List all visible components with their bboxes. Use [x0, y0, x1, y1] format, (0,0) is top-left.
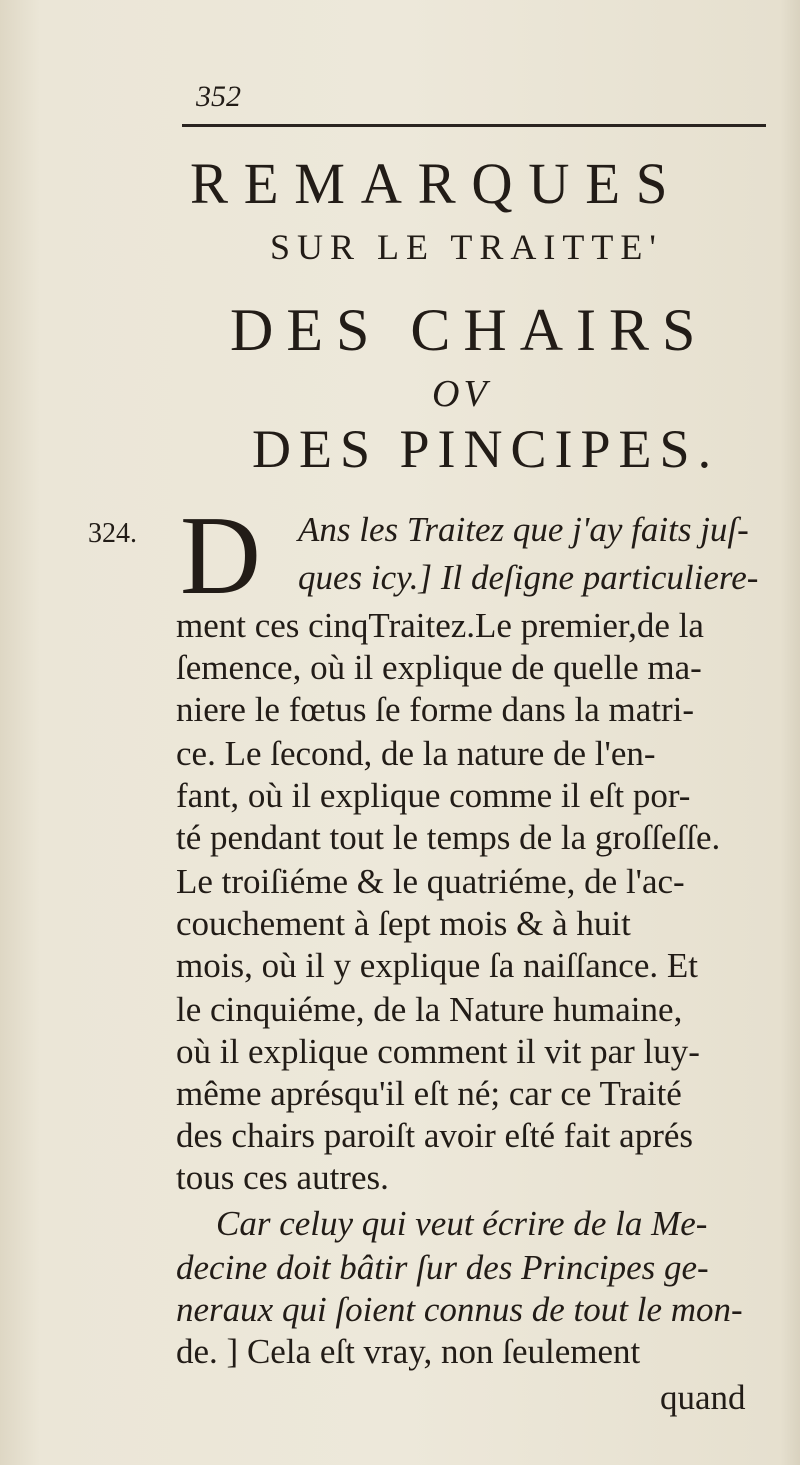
text-line-16: tous ces autres.: [176, 1158, 389, 1197]
title-sur-le-traitte: SUR LE TRAITTE': [270, 227, 663, 267]
text-line-14: même aprésqu'il eſt né; car ce Traité: [176, 1074, 682, 1113]
text-line-13: où il explique comment il vit par luy-: [176, 1032, 700, 1071]
text-line-18: decine doit bâtir ſur des Principes ge-: [176, 1248, 709, 1287]
text-line-2: ques icy.] Il deſigne particuliere-: [298, 558, 759, 597]
margin-reference: 324.: [88, 518, 137, 549]
text-line-20: de. ] Cela eſt vray, non ſeulement: [176, 1332, 641, 1371]
text-line-19: neraux qui ſoient connus de tout le mon-: [176, 1290, 743, 1329]
title-remarques: REMARQUES: [190, 151, 684, 216]
text-line-10: couchement à ſept mois & à huit: [176, 904, 631, 943]
title-des-pincipes: DES PINCIPES.: [252, 419, 720, 479]
text-line-17: Car celuy qui veut écrire de la Me-: [216, 1204, 708, 1243]
text-line-3: ment ces cinqTraitez.Le premier,de la: [176, 606, 704, 645]
text-line-4: ſemence, où il explique de quelle ma-: [176, 648, 702, 687]
text-line-5: niere le fœtus ſe forme dans la matri-: [176, 690, 694, 729]
text-line-9: Le troiſiéme & le quatriéme, de l'ac-: [176, 862, 685, 901]
drop-cap: D: [180, 494, 261, 618]
page-number: 352: [196, 80, 241, 113]
text-line-6: ce. Le ſecond, de la nature de l'en-: [176, 734, 656, 773]
text-line-8: té pendant tout le temps de la groſſeſſe.: [176, 818, 721, 857]
title-ov: OV: [432, 373, 491, 415]
text-line-15: des chairs paroiſt avoir eſté fait aprés: [176, 1116, 694, 1155]
title-des-chairs: DES CHAIRS: [230, 297, 709, 363]
catchword: quand: [660, 1378, 746, 1417]
text-line-12: le cinquiéme, de la Nature humaine,: [176, 990, 683, 1029]
text-line-11: mois, où il y explique ſa naiſſance. Et: [176, 946, 698, 985]
text-line-7: fant, où il explique comme il eſt por-: [176, 776, 691, 815]
text-line-1: Ans les Traitez que j'ay faits juſ-: [298, 510, 749, 549]
